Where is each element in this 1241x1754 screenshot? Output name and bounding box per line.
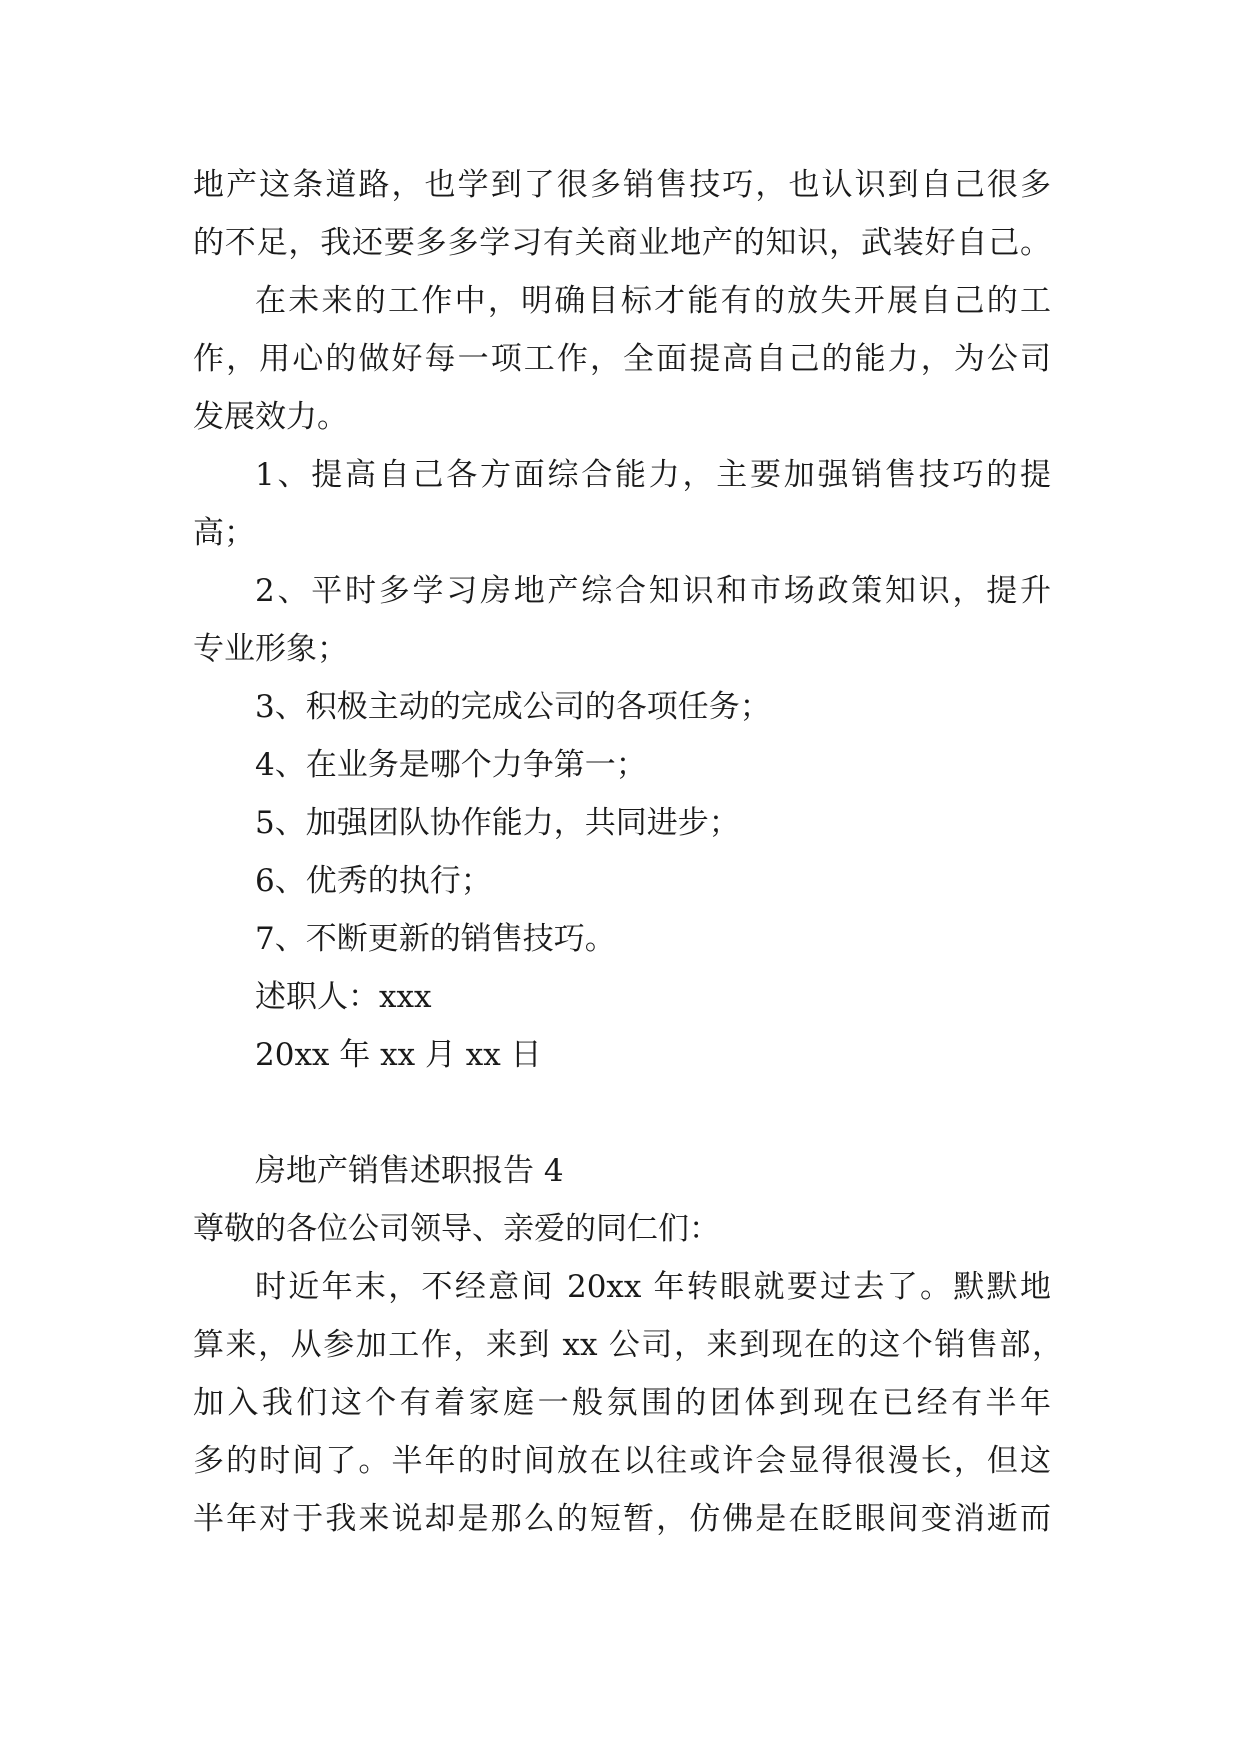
paragraph-line: 多的时间了。半年的时间放在以往或许会显得很漫长，但这 bbox=[193, 1443, 1051, 1479]
paragraph-line: 的不足，我还要多多学习有关商业地产的知识，武装好自己。 bbox=[193, 225, 1051, 261]
list-item-line: 1、提高自己各方面综合能力，主要加强销售技巧的提 bbox=[255, 457, 1051, 493]
paragraph-line: 算来，从参加工作，来到 xx 公司，来到现在的这个销售部， bbox=[193, 1327, 1063, 1363]
paragraph-line: 时近年末，不经意间 20xx 年转眼就要过去了。默默地 bbox=[255, 1269, 1051, 1305]
paragraph-line: 作，用心的做好每一项工作，全面提高自己的能力，为公司 bbox=[193, 341, 1051, 377]
paragraph-line: 发展效力。 bbox=[193, 399, 348, 435]
section-title: 房地产销售述职报告 4 bbox=[255, 1153, 564, 1189]
list-item-line: 6、优秀的执行； bbox=[255, 863, 492, 899]
signature-line: 述职人：xxx bbox=[255, 979, 432, 1015]
list-item-line: 高； bbox=[193, 515, 255, 551]
list-item-line: 2、平时多学习房地产综合知识和市场政策知识，提升 bbox=[255, 573, 1051, 609]
list-item-line: 7、不断更新的销售技巧。 bbox=[255, 921, 616, 957]
paragraph-line: 半年对于我来说却是那么的短暂，仿佛是在眨眼间变消逝而 bbox=[193, 1501, 1051, 1537]
paragraph-line: 地产这条道路，也学到了很多销售技巧，也认识到自己很多 bbox=[193, 167, 1051, 203]
paragraph-line: 加入我们这个有着家庭一般氛围的团体到现在已经有半年 bbox=[193, 1385, 1051, 1421]
salutation: 尊敬的各位公司领导、亲爱的同仁们： bbox=[193, 1211, 720, 1247]
list-item-line: 3、积极主动的完成公司的各项任务； bbox=[255, 689, 771, 725]
list-item-line: 专业形象； bbox=[193, 631, 348, 667]
list-item-line: 4、在业务是哪个力争第一； bbox=[255, 747, 647, 783]
date-line: 20xx 年 xx 月 xx 日 bbox=[255, 1037, 542, 1073]
paragraph-line: 在未来的工作中，明确目标才能有的放失开展自己的工 bbox=[255, 283, 1051, 319]
list-item-line: 5、加强团队协作能力，共同进步； bbox=[255, 805, 740, 841]
